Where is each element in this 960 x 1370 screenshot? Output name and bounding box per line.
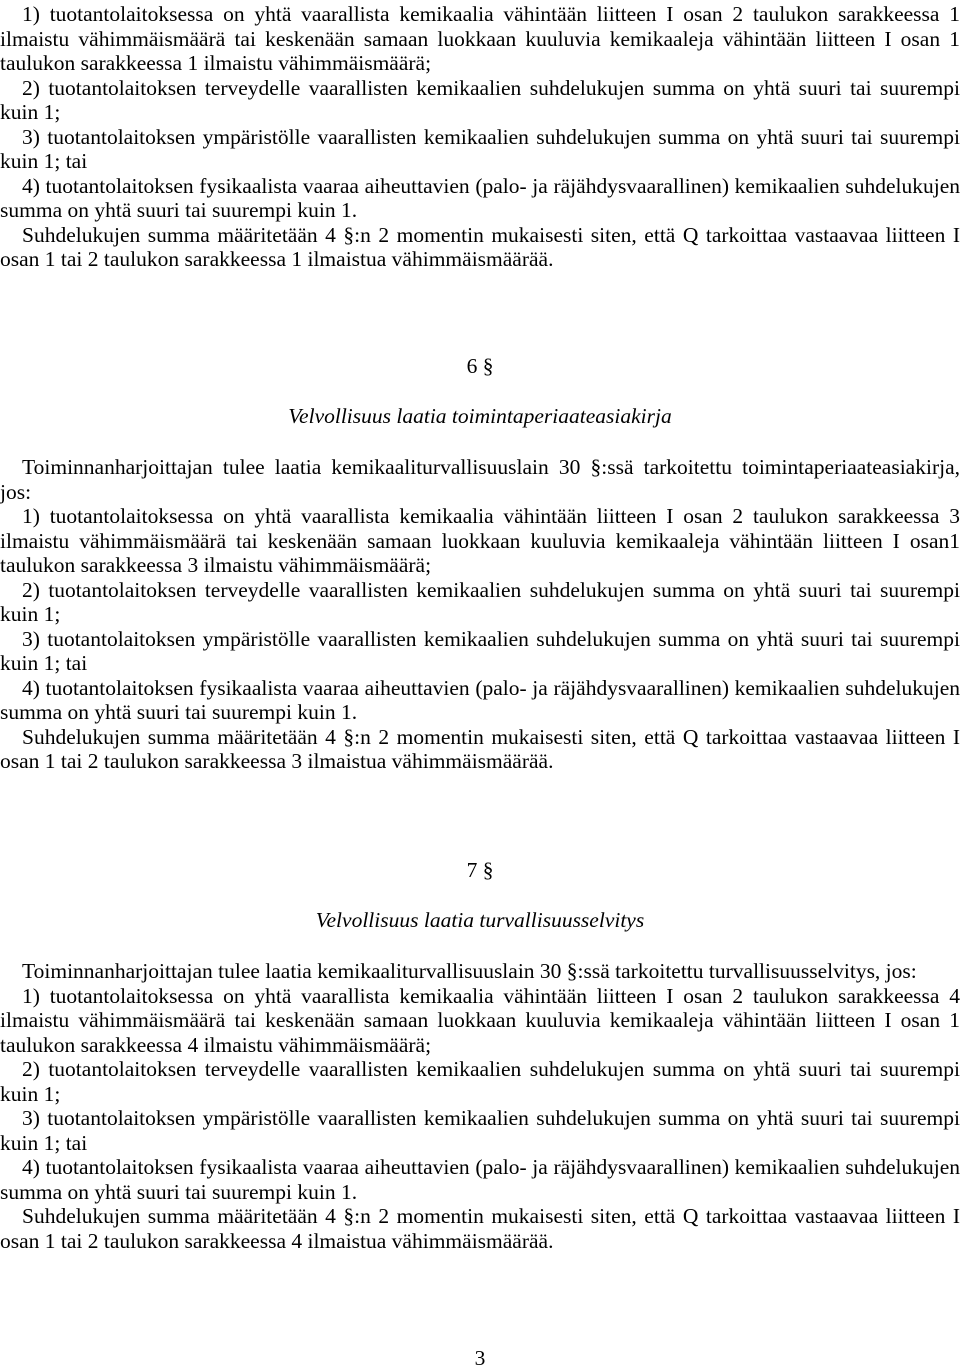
- section-7-number: 7 §: [466, 858, 494, 882]
- top-item-4: 4) tuotantolaitoksen fysikaalista vaaraa aiheuttavien (palo- ja räjähdysvaarallinen) kemikaalien suhdelukujen summa on yhtä suuri tai suurempi kuin 1.: [0, 173, 960, 222]
- section-6-note: Suhdelukujen summa määritetään 4 §:n 2 momentin mukaisesti siten, että Q tarkoittaa vastaavaa liitteen I osan 1 tai 2 taulukon sarakkeessa 3 ilmaistua vähimmäismäärää.: [0, 724, 960, 773]
- section-7-heading: [0, 858, 960, 882]
- top-item-1: 1) tuotantolaitoksessa on yhtä vaarallista kemikaalia vähintään liitteen I osan 2 taulukon sarakkeessa 1 ilmaistu vähimmäismäärä tai keskenään samaan luokkaan kuuluvia kemikaaleja vähintään liitteen I osan 1 taulukon sarakkeessa 1 ilmaistu vähimmäismäärä;: [0, 2, 960, 75]
- section-7-item-3: 3) tuotantolaitoksen ympäristölle vaarallisten kemikaalien suhdelukujen summa on yhtä suuri tai suurempi kuin 1; tai: [0, 1106, 960, 1155]
- section-6-item-2: 2) tuotantolaitoksen terveydelle vaarallisten kemikaalien suhdelukujen summa on yhtä suuri tai suurempi kuin 1;: [0, 577, 960, 626]
- top-note: Suhdelukujen summa määritetään 4 §:n 2 momentin mukaisesti siten, että Q tarkoittaa vastaavaa liitteen I osan 1 tai 2 taulukon sarakkeessa 1 ilmaistua vähimmäismäärää.: [0, 222, 960, 271]
- section-7-item-4: 4) tuotantolaitoksen fysikaalista vaaraa aiheuttavien (palo- ja räjähdysvaarallinen) kemikaalien suhdelukujen summa on yhtä suuri tai suurempi kuin 1.: [0, 1155, 960, 1204]
- section-7-item-1: 1) tuotantolaitoksessa on yhtä vaarallista kemikaalia vähintään liitteen I osan 2 taulukon sarakkeessa 4 ilmaistu vähimmäismäärä tai keskenään samaan luokkaan kuuluvia kemikaaleja vähintään liitteen I osan 1 taulukon sarakkeessa 4 ilmaistu vähimmäismäärä;: [0, 983, 960, 1057]
- section-6-heading: [0, 354, 960, 378]
- section-7-body: [0, 959, 960, 1253]
- section-6-item-1: 1) tuotantolaitoksessa on yhtä vaarallista kemikaalia vähintään liitteen I osan 2 taulukon sarakkeessa 3 ilmaistu vähimmäismäärä tai keskenään samaan luokkaan kuuluvia kemikaaleja vähintään liitteen I osan1 taulukon sarakkeessa 3 ilmaistu vähimmäismäärä;: [0, 504, 960, 577]
- top-item-3: 3) tuotantolaitoksen ympäristölle vaarallisten kemikaalien suhdelukujen summa on yhtä suuri tai suurempi kuin 1; tai: [0, 124, 960, 173]
- top-item-2: 2) tuotantolaitoksen terveydelle vaarallisten kemikaalien suhdelukujen summa on yhtä suuri tai suurempi kuin 1;: [0, 75, 960, 124]
- section-7-intro: Toiminnanharjoittajan tulee laatia kemikaaliturvallisuuslain 30 §:ssä tarkoitettu turvallisuusselvitys, jos:: [22, 959, 917, 983]
- section-6-intro: Toiminnanharjoittajan tulee laatia kemikaaliturvallisuuslain 30 §:ssä tarkoitettu toimintaperiaateasiakirja, jos:: [0, 455, 960, 504]
- section-6-body: [0, 455, 960, 774]
- section-6-number: 6 §: [466, 354, 494, 378]
- section-6-title: Velvollisuus laatia toimintaperiaateasiakirja: [288, 404, 672, 428]
- section-6-title-wrap: [0, 404, 960, 428]
- section-7-item-2: 2) tuotantolaitoksen terveydelle vaarallisten kemikaalien suhdelukujen summa on yhtä suuri tai suurempi kuin 1;: [0, 1057, 960, 1106]
- section-6-item-4: 4) tuotantolaitoksen fysikaalista vaaraa aiheuttavien (palo- ja räjähdysvaarallinen) kemikaalien suhdelukujen summa on yhtä suuri tai suurempi kuin 1.: [0, 675, 960, 724]
- section-7-note: Suhdelukujen summa määritetään 4 §:n 2 momentin mukaisesti siten, että Q tarkoittaa vastaavaa liitteen I osan 1 tai 2 taulukon sarakkeessa 4 ilmaistua vähimmäismäärää.: [0, 1204, 960, 1253]
- section-6-item-3: 3) tuotantolaitoksen ympäristölle vaarallisten kemikaalien suhdelukujen summa on yhtä suuri tai suurempi kuin 1; tai: [0, 626, 960, 675]
- top-section: [0, 2, 960, 272]
- section-7-title: Velvollisuus laatia turvallisuusselvitys: [315, 908, 645, 932]
- section-7-title-wrap: [0, 908, 960, 932]
- page-number: 3: [474, 1346, 486, 1370]
